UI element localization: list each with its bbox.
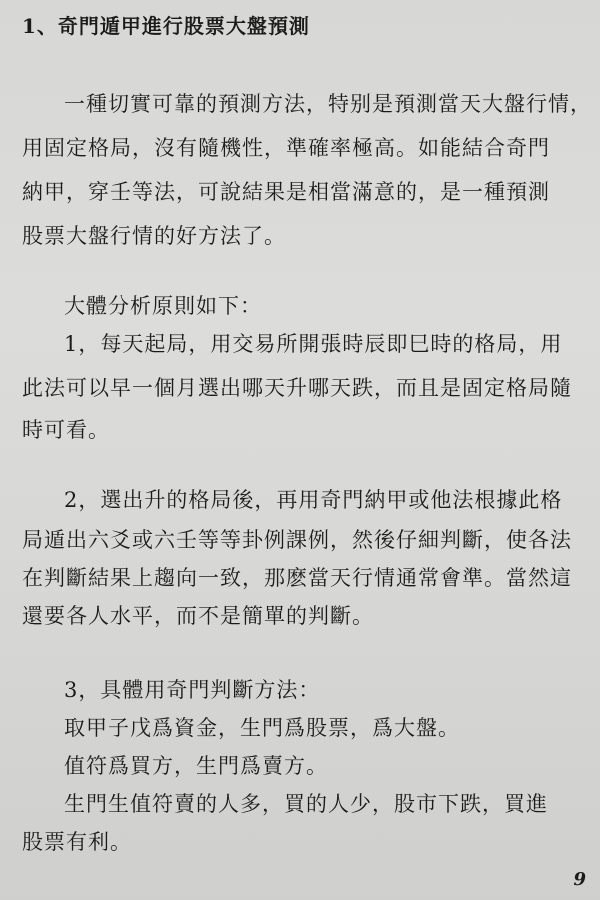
paragraph-line: 股票有利。 [22, 830, 132, 854]
paragraph-line: 股票大盤行情的好方法了。 [22, 224, 286, 248]
paragraph-line: 1，每天起局，用交易所開張時辰即巳時的格局，用 [64, 332, 563, 356]
paragraph-line: 生門生值符賣的人多，買的人少，股市下跌，買進 [64, 792, 548, 816]
paragraph-line: 在判斷結果上趨向一致，那麽當天行情通常會準。當然這 [22, 566, 572, 590]
paragraph-line: 3，具體用奇門判斷方法： [64, 678, 321, 702]
paragraph-line: 時可看。 [22, 418, 110, 442]
paragraph-line: 取甲子戊爲資金，生門爲股票，爲大盤。 [64, 716, 460, 740]
paragraph-line: 局遁出六爻或六壬等等卦例課例，然後仔細判斷，使各法 [22, 528, 572, 552]
paragraph-line: 此法可以早一個月選出哪天升哪天跌，而且是固定格局隨 [22, 376, 572, 400]
section-title: 1、奇門遁甲進行股票大盤預測 [22, 14, 310, 38]
paragraph-line: 一種切實可靠的預測方法，特别是預測當天大盤行情， [64, 92, 592, 116]
paragraph-line: 還要各人水平，而不是簡單的判斷。 [22, 604, 374, 628]
paragraph-line: 2，選出升的格局後，再用奇門納甲或他法根據此格 [64, 488, 563, 512]
paragraph-line: 用固定格局，沒有隨機性，準確率極高。如能結合奇門 [22, 136, 550, 160]
paragraph-line: 納甲，穿壬等法，可說結果是相當滿意的，是一種預測 [22, 180, 550, 204]
paragraph-line: 大體分析原則如下： [64, 294, 262, 318]
page-number: 9 [573, 869, 586, 890]
paragraph-line: 值符爲買方，生門爲賣方。 [64, 754, 328, 778]
